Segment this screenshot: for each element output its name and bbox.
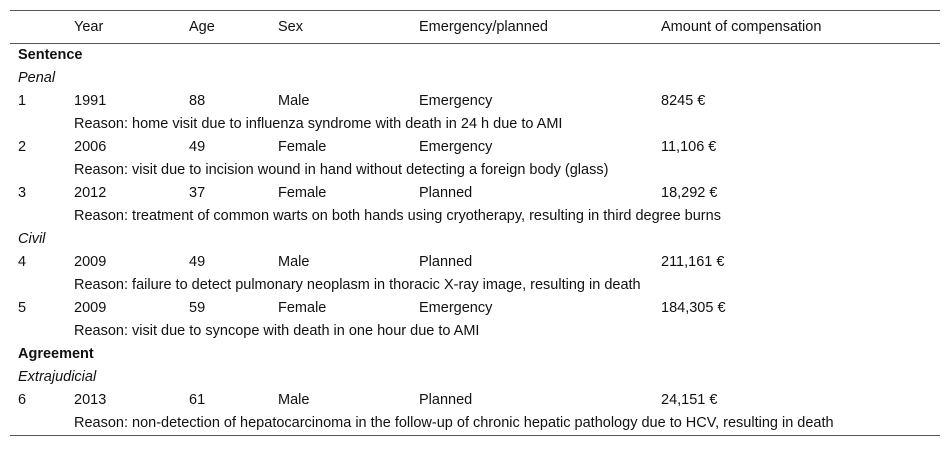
subgroup-label: Penal xyxy=(18,70,56,86)
case-sex: Male xyxy=(278,392,310,408)
case-reason: Reason: non-detection of hepatocarcinoma in the follow-up of chronic hepatic pathology due to HCV, resulting in death xyxy=(74,415,834,431)
case-type: Emergency xyxy=(419,300,493,316)
case-sex: Female xyxy=(278,185,327,201)
case-reason: Reason: failure to detect pulmonary neoplasm in thoracic X-ray image, resulting in death xyxy=(74,277,641,293)
case-number: 3 xyxy=(18,185,27,201)
case-year: 2009 xyxy=(74,300,107,316)
subgroup-row-extrajudicial xyxy=(10,366,940,389)
case-amount: 211,161 € xyxy=(661,254,725,270)
subgroup-label: Civil xyxy=(18,231,46,247)
table-row xyxy=(10,90,940,113)
header-row xyxy=(10,11,940,44)
reason-row xyxy=(10,274,940,297)
case-age: 37 xyxy=(189,185,206,201)
table-row xyxy=(10,297,940,320)
subgroup-row-civil xyxy=(10,228,940,251)
case-amount: 18,292 € xyxy=(661,185,718,201)
reason-row xyxy=(10,412,940,435)
reason-row xyxy=(10,205,940,228)
group-label: Sentence xyxy=(18,47,83,63)
subgroup-row-penal xyxy=(10,67,940,90)
case-type: Emergency xyxy=(419,139,493,155)
group-row-agreement xyxy=(10,343,940,366)
table-row xyxy=(10,389,940,412)
case-type: Planned xyxy=(419,392,473,408)
case-type: Emergency xyxy=(419,93,493,109)
case-type: Planned xyxy=(419,185,473,201)
case-age: 59 xyxy=(189,300,206,316)
reason-row xyxy=(10,159,940,182)
reason-row xyxy=(10,113,940,136)
case-type: Planned xyxy=(419,254,473,270)
case-amount: 11,106 € xyxy=(661,139,717,155)
subgroup-label: Extrajudicial xyxy=(18,369,97,385)
case-number: 2 xyxy=(18,139,27,155)
case-reason: Reason: visit due to incision wound in hand without detecting a foreign body (glass) xyxy=(74,162,609,178)
header-amount: Amount of compensation xyxy=(661,11,940,44)
case-year: 1991 xyxy=(74,93,107,109)
case-number: 1 xyxy=(18,93,27,109)
case-sex: Female xyxy=(278,139,327,155)
compensation-table xyxy=(10,11,940,435)
case-age: 88 xyxy=(189,93,206,109)
group-label: Agreement xyxy=(18,346,94,362)
case-year: 2006 xyxy=(74,139,107,155)
case-amount: 24,151 € xyxy=(661,392,718,408)
case-year: 2012 xyxy=(74,185,107,201)
header-year: Year xyxy=(74,11,189,44)
table-row xyxy=(10,182,940,205)
case-reason: Reason: visit due to syncope with death in one hour due to AMI xyxy=(74,323,480,339)
header-sex: Sex xyxy=(278,11,419,44)
reason-row xyxy=(10,320,940,343)
case-age: 49 xyxy=(189,254,206,270)
case-sex: Male xyxy=(278,93,310,109)
header-age: Age xyxy=(189,11,278,44)
case-sex: Female xyxy=(278,300,327,316)
case-number: 4 xyxy=(18,254,27,270)
case-number: 5 xyxy=(18,300,27,316)
header-index xyxy=(10,11,74,44)
case-reason: Reason: treatment of common warts on both hands using cryotherapy, resulting in third degree burns xyxy=(74,208,721,224)
case-year: 2009 xyxy=(74,254,107,270)
table-row xyxy=(10,251,940,274)
group-row-sentence xyxy=(10,44,940,68)
case-amount: 184,305 € xyxy=(661,300,726,316)
compensation-table-container xyxy=(10,10,940,436)
case-sex: Male xyxy=(278,254,310,270)
case-year: 2013 xyxy=(74,392,107,408)
case-age: 49 xyxy=(189,139,206,155)
case-amount: 8245 € xyxy=(661,93,706,109)
case-age: 61 xyxy=(189,392,206,408)
table-row xyxy=(10,136,940,159)
case-reason: Reason: home visit due to influenza syndrome with death in 24 h due to AMI xyxy=(74,116,563,132)
header-emergency-planned: Emergency/planned xyxy=(419,11,661,44)
case-number: 6 xyxy=(18,392,27,408)
